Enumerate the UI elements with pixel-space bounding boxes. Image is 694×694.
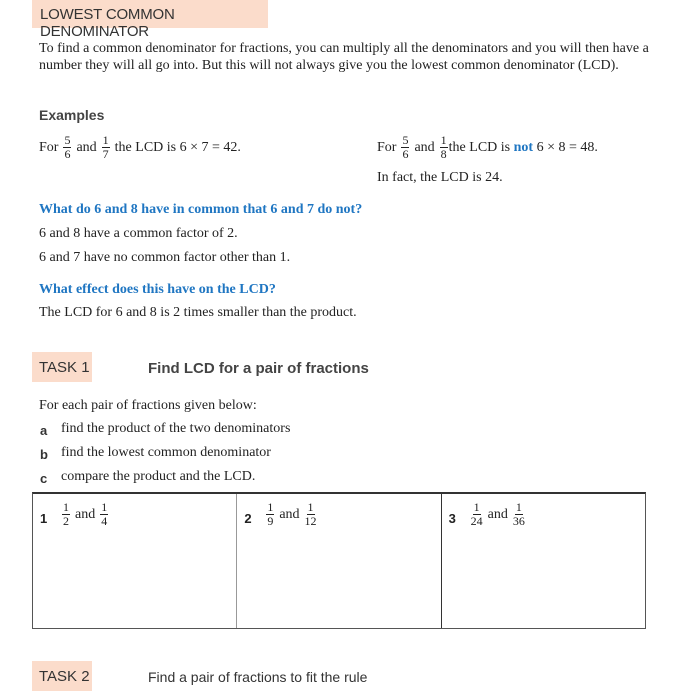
numerator: 1 (307, 500, 314, 514)
example-right (377, 134, 598, 161)
item-number: 2 (244, 511, 252, 526)
denominator: 7 (102, 147, 109, 161)
examples-heading: Examples (39, 107, 105, 123)
fraction (471, 501, 483, 528)
denominator: 36 (512, 514, 525, 528)
step-text: compare the product and the LCD. (61, 469, 256, 484)
numerator: 1 (63, 500, 69, 514)
fraction (63, 134, 71, 161)
numerator: 1 (515, 500, 522, 514)
fraction (440, 134, 448, 161)
fraction (513, 501, 525, 528)
task2-label-box (32, 661, 92, 691)
numerator: 1 (102, 133, 109, 147)
answer-2a: The LCD for 6 and 8 is 2 times smaller than the product. (39, 305, 357, 320)
example-right-prefix: For (377, 139, 397, 155)
numerator: 1 (440, 133, 447, 147)
numerator: 1 (267, 500, 274, 514)
numerator: 5 (64, 133, 71, 147)
denominator: 8 (440, 147, 447, 161)
and-text: and (76, 139, 97, 155)
task1-instruction: For each pair of fractions given below: (39, 398, 257, 413)
example-left (39, 134, 241, 161)
intro-paragraph: To find a common denominator for fractions, you can multiply all the denominators and you will then have a number they will all go into. But this will not always give you the lowest common denominator (LCD). (39, 41, 649, 73)
example-right-line2: In fact, the LCD is 24. (377, 170, 503, 185)
step-label: c (40, 471, 48, 486)
task1-label: TASK 1 (39, 359, 90, 376)
denominator: 4 (101, 514, 108, 528)
step-text: find the product of the two denominators (61, 421, 291, 436)
denominator: 2 (63, 514, 69, 528)
section-title: LOWEST COMMON DENOMINATOR (40, 6, 175, 40)
answer-cell-2[interactable] (237, 494, 441, 628)
and-text: and (487, 506, 508, 522)
denominator: 24 (470, 514, 483, 528)
fraction (102, 134, 110, 161)
and-text: and (75, 506, 96, 522)
question-1: What do 6 and 8 have in common that 6 and 7 do not? (39, 202, 363, 217)
step-label: a (40, 423, 48, 438)
task2-title: Find a pair of fractions to fit the rule (148, 669, 368, 685)
example-left-prefix: For (39, 139, 59, 155)
example-right-suffix-pre: the LCD is (448, 139, 511, 155)
task1-answer-grid (32, 492, 646, 629)
and-text: and (414, 139, 435, 155)
fraction-pair (57, 501, 113, 528)
fraction (266, 501, 274, 528)
example-left-suffix: the LCD is 6 × 7 = 42. (114, 139, 241, 155)
example-right-suffix-post: 6 × 8 = 48. (536, 139, 598, 155)
fraction (62, 501, 70, 528)
task1-label-box (32, 352, 92, 382)
emphasis-not: not (513, 139, 534, 155)
fraction (401, 134, 409, 161)
denominator: 9 (267, 514, 274, 528)
fraction-pair (466, 501, 530, 528)
answer-1a: 6 and 8 have a common factor of 2. (39, 226, 238, 241)
denominator: 6 (402, 147, 409, 161)
numerator: 1 (473, 500, 480, 514)
denominator: 12 (304, 514, 317, 528)
and-text: and (279, 506, 300, 522)
step-text: find the lowest common denominator (61, 445, 271, 460)
denominator: 6 (64, 147, 71, 161)
numerator: 1 (101, 500, 108, 514)
fraction (305, 501, 317, 528)
numerator: 5 (402, 133, 409, 147)
answer-cell-3[interactable] (442, 494, 645, 628)
task2-label: TASK 2 (39, 668, 90, 685)
section-title-box (32, 0, 268, 40)
question-2: What effect does this have on the LCD? (39, 282, 276, 297)
fraction (100, 501, 108, 528)
step-label: b (40, 447, 48, 462)
item-number: 3 (448, 511, 456, 526)
item-number: 1 (40, 511, 48, 526)
fraction-pair (261, 501, 321, 528)
answer-1b: 6 and 7 have no common factor other than 1. (39, 250, 291, 265)
answer-cell-1[interactable] (33, 494, 237, 628)
task1-title: Find LCD for a pair of fractions (148, 360, 369, 377)
